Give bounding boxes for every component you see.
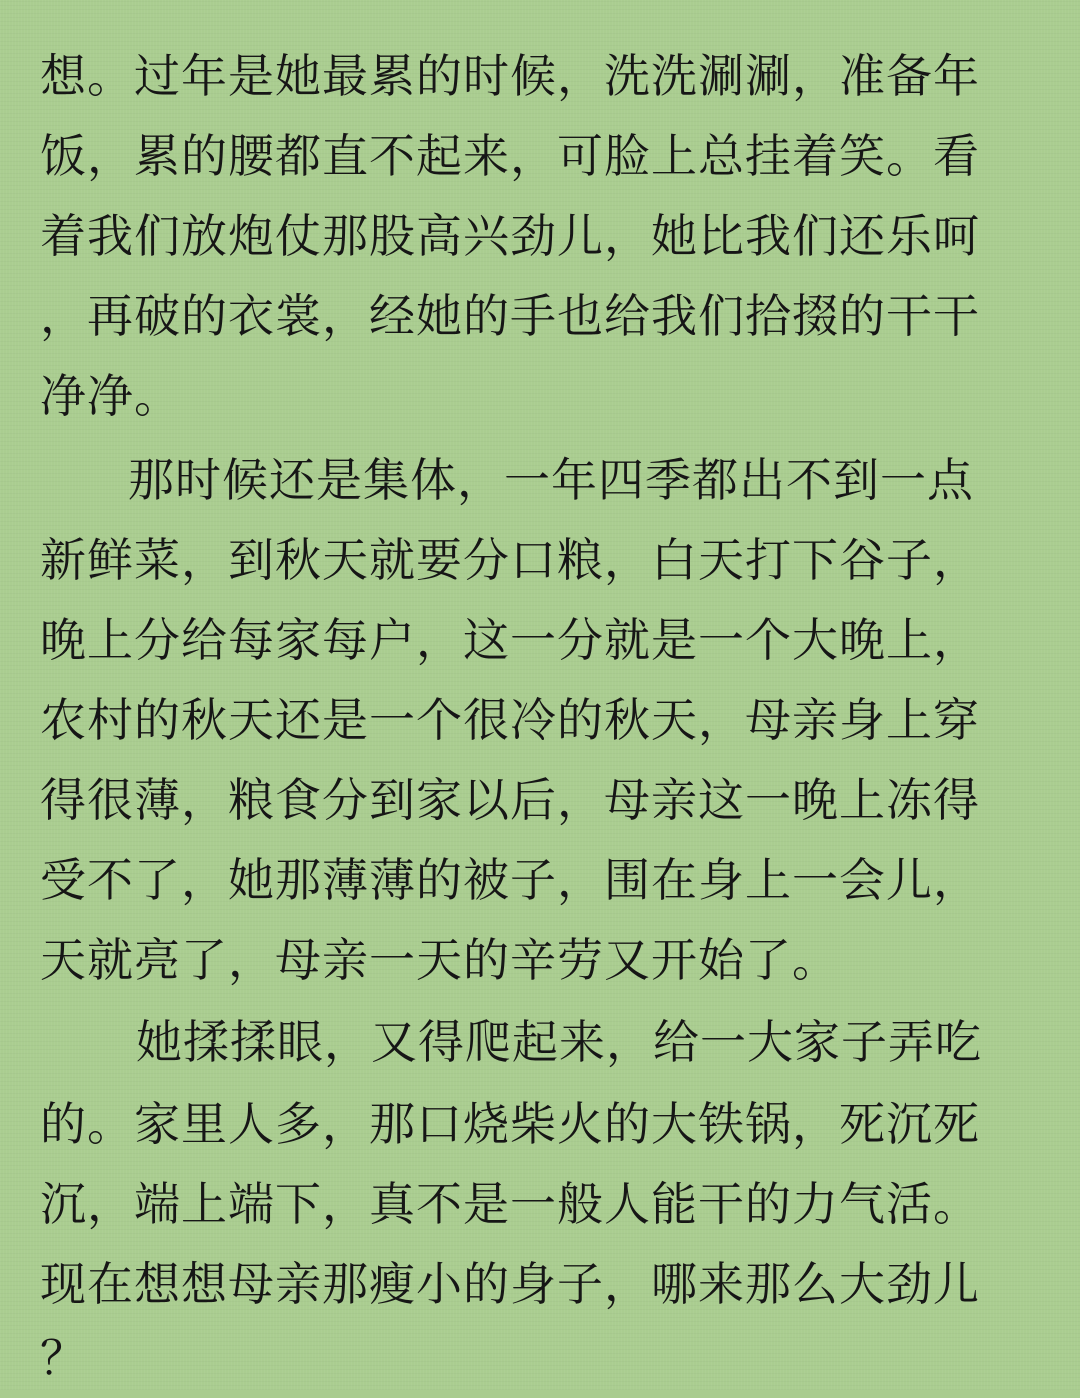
text-line: 饭，累的腰都直不起来，可脸上总挂着笑。看	[40, 129, 980, 183]
text-line: 新鲜菜，到秋天就要分口粮，白天打下谷子，	[40, 533, 980, 587]
text-line: 天就亮了，母亲一天的辛劳又开始了。	[40, 933, 839, 987]
text-line: 沉，端上端下，真不是一般人能干的力气活。	[40, 1177, 980, 1231]
text-line: 得很薄，粮食分到家以后，母亲这一晚上冻得	[40, 773, 980, 827]
paragraph-start-line: 那时候还是集体，一年四季都出不到一点	[128, 453, 974, 507]
text-line: ？	[40, 1331, 87, 1385]
text-line: 的。家里人多，那口烧柴火的大铁锅，死沉死	[40, 1097, 980, 1151]
text-line: 现在想想母亲那瘦小的身子，哪来那么大劲儿	[40, 1257, 980, 1311]
paragraph-start-line: 她揉揉眼，又得爬起来，给一大家子弄吃	[136, 1015, 982, 1069]
text-line: 想。过年是她最累的时候，洗洗涮涮，准备年	[40, 49, 980, 103]
text-line: 农村的秋天还是一个很冷的秋天，母亲身上穿	[40, 693, 980, 747]
text-line: 晚上分给每家每户，这一分就是一个大晚上，	[40, 613, 980, 667]
text-line: ，再破的衣裳，经她的手也给我们拾掇的干干	[40, 289, 980, 343]
text-line: 着我们放炮仗那股高兴劲儿，她比我们还乐呵	[40, 209, 980, 263]
text-line: 净净。	[40, 369, 181, 423]
text-line: 受不了，她那薄薄的被子，围在身上一会儿，	[40, 853, 980, 907]
